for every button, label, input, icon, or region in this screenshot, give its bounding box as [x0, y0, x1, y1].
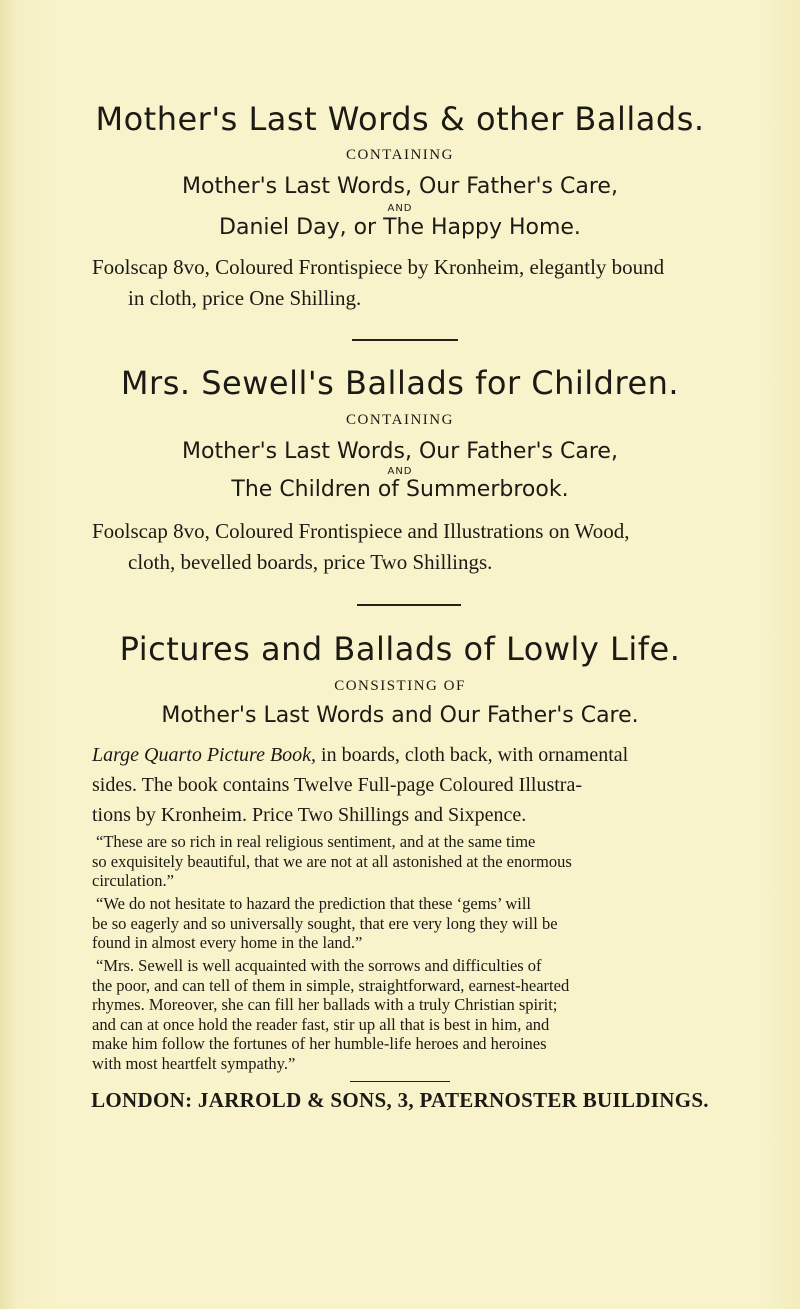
section3-desc-line1-rest: in boards, cloth back, with ornamental: [316, 744, 629, 766]
section1-title: Mother's Last Words & other Ballads.: [95, 100, 705, 138]
section1-and: AND: [387, 203, 413, 214]
section3-desc-italic: Large Quarto Picture Book,: [92, 744, 317, 766]
divider: [350, 1081, 450, 1082]
quote-line: rhymes. Moreover, she can fill her ballads with a truly Christian spirit;: [92, 995, 558, 1014]
quote-line: and can at once hold the reader fast, stir up all that is best in him, and: [92, 1014, 550, 1034]
section1-description: [92, 252, 742, 314]
quote-line: “Mrs. Sewell is well acquainted with the sorrows and difficulties of: [96, 956, 542, 975]
section1-subhead: CONTAINING: [346, 147, 454, 163]
quote-line: the poor, and can tell of them in simple, straightforward, earnest-hearted: [92, 975, 570, 995]
quote-line: found in almost every home in the land.”: [92, 933, 363, 952]
section1-contents-line2: Daniel Day, or The Happy Home.: [219, 215, 581, 240]
section2-and: AND: [387, 466, 413, 477]
section1-contents-line1: Mother's Last Words, Our Father's Care,: [182, 174, 618, 199]
section3-subhead: CONSISTING OF: [334, 678, 466, 694]
quote-line: with most heartfelt sympathy.”: [92, 1053, 296, 1073]
section3-desc-line3: tions by Kronheim. Price Two Shillings and Sixpence.: [92, 804, 527, 826]
review-quote-3: [92, 956, 744, 1073]
section3-desc-line2: sides. The book contains Twelve Full-page Coloured Illustra-: [92, 774, 582, 796]
section3-contents-line1: Mother's Last Words and Our Father's Care.: [161, 703, 639, 728]
section2-desc-line1: Foolscap 8vo, Coloured Frontispiece and Illustrations on Wood,: [92, 519, 630, 543]
divider: [357, 604, 461, 606]
section2-description: [92, 516, 742, 578]
quote-line: circulation.”: [92, 871, 175, 890]
review-quote-2: [92, 894, 744, 953]
quote-line: “We do not hesitate to hazard the prediction that these ‘gems’ will: [96, 894, 532, 913]
section3-title: Pictures and Ballads of Lowly Life.: [119, 630, 681, 668]
section1-desc-line2: in cloth, price One Shilling.: [128, 286, 362, 310]
review-quote-1: [92, 832, 744, 891]
section2-contents-line1: Mother's Last Words, Our Father's Care,: [182, 439, 618, 464]
section2-desc-line2: cloth, bevelled boards, price Two Shillings.: [128, 550, 493, 574]
publisher-imprint: LONDON: JARROLD & SONS, 3, PATERNOSTER BUILDINGS.: [91, 1088, 709, 1112]
section3-desc-line1: [92, 740, 742, 770]
quote-line: be so eagerly and so universally sought, that ere very long they will be: [92, 913, 558, 933]
quote-line: so exquisitely beautiful, that we are not at all astonished at the enormous: [92, 851, 572, 871]
section2-subhead: CONTAINING: [346, 412, 454, 428]
divider: [352, 339, 458, 341]
quote-line: make him follow the fortunes of her humble-life heroes and heroines: [92, 1034, 547, 1053]
section1-desc-line1: Foolscap 8vo, Coloured Frontispiece by Kronheim, elegantly bound: [92, 255, 665, 279]
section2-title: Mrs. Sewell's Ballads for Children.: [120, 364, 680, 402]
quote-line: “These are so rich in real religious sentiment, and at the same time: [96, 832, 536, 851]
section3-description: [92, 740, 742, 830]
section2-contents-line2: The Children of Summerbrook.: [231, 477, 569, 502]
